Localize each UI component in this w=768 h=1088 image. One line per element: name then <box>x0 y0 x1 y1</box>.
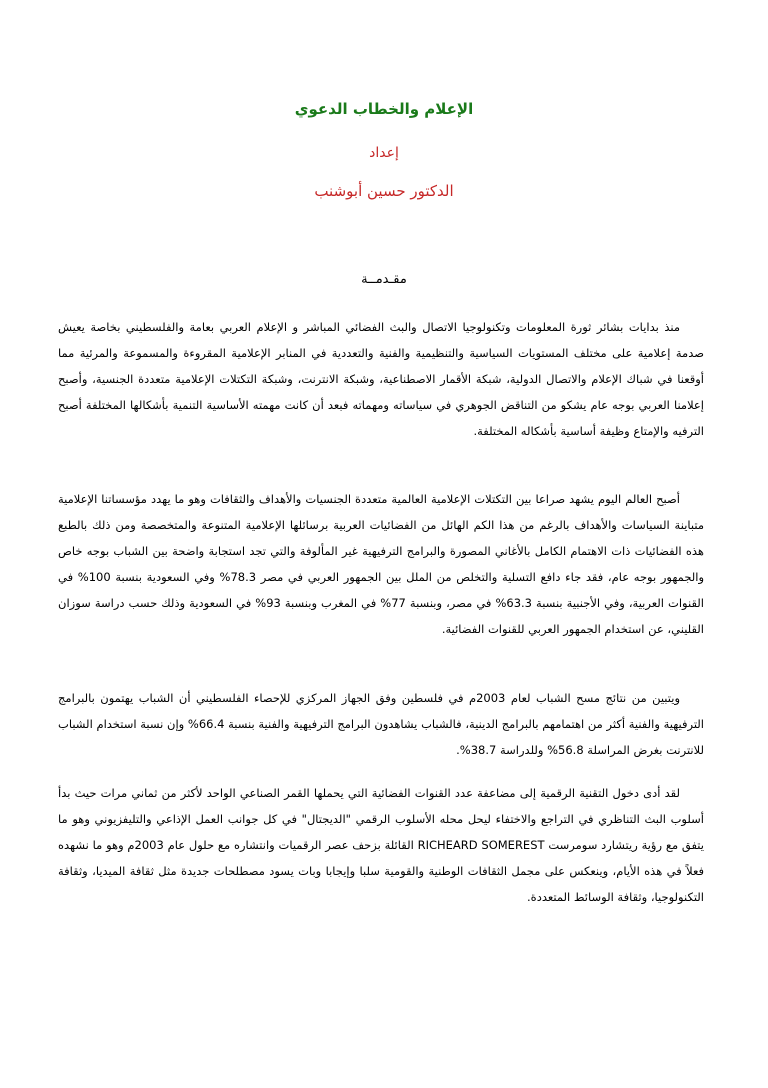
paragraph: أصبح العالم اليوم يشهد صراعا بين التكتلات الإعلامية العالمية متعددة الجنسيات والأهداف والثقافات وهو ما يهدد مؤسساتنا الإعلامية متباينة السياسات والأهداف بالرغم من هذا الكم الهائل من الفضائيات العربية برسائلها الإعلامية المتنوعة والمتخصصة ومن ذلك بالطبع هذه الفضائيات ذات الاهتمام الكامل بالأغاني المصورة والبرامج الترفيهية غير المألوفة والتي تجد استجابة واضحة بين الشباب بوجه خاص والجمهور بوجه عام، فقد جاء دافع التسلية والتخلص من الملل بين الجمهور العربي في مصر 78.3% وفي السعودية بنسبة 100% في القنوات العربية، وفي الأجنبية بنسبة 63.3% في مصر، وبنسبة 77% في المغرب وبنسبة 93% في السعودية وذلك حسب دراسة سوزان القليني، عن استخدام الجمهور العربي للقنوات الفضائية. <box>58 492 705 636</box>
prepared-by-label: إعداد <box>369 145 399 161</box>
document-title: الإعلام والخطاب الدعوي <box>294 100 474 118</box>
paragraph-block <box>58 780 704 910</box>
author-name: الدكتور حسين أبوشنب <box>314 182 454 200</box>
paragraph-block <box>58 685 704 763</box>
paragraph: ويتبين من نتائج مسح الشباب لعام 2003م في فلسطين وفق الجهاز المركزي للإحصاء الفلسطيني أن الشباب يهتمون بالبرامج الترفيهية والفنية أكثر من اهتمامهم بالبرامج الدينية، فالشباب يشاهدون البرامج الترفيهية والفنية بنسبة 66.4% وإن نسبة استخدام الشباب للانترنت بغرض المراسلة 56.8% وللدراسة 38.7%. <box>58 691 704 757</box>
paragraph: منذ بدايات بشائر ثورة المعلومات وتكنولوجيا الاتصال والبث الفضائي المباشر و الإعلام العربي بعامة والفلسطيني بخاصة يعيش صدمة إعلامية على مختلف المستويات السياسية والتنظيمية والفنية والتعددية في المنابر الإعلامية المقروءة والمسموعة والمرئية مما أوقعنا في شباك الإعلام والاتصال الدولية، شبكة الأقمار الاصطناعية، وشبكة الانترنت، وشبكة التكتلات الإعلامية متعددة الجنسية، وأصبح إعلامنا العربي بوجه عام يشكو من التناقض الجوهري في سياساته ومهماته فبعد أن كانت مهمته الأساسية التنمية بأشكالها المختلفة أصبح الترفيه والإمتاع وظيفة أساسية بأشكاله المختلفة. <box>58 320 704 438</box>
paragraph: لقد أدى دخول التقنية الرقمية إلى مضاعفة عدد القنوات الفضائية التي يحملها القمر الصناعي الواحد لأكثر من ثماني مرات حيث بدأ أسلوب البث التناظري في التراجع والاختفاء ليحل محله الأسلوب الرقمي "الديجتال" في كل جوانب العمل الإذاعي والتليفزيوني وهو ما يتفق مع رؤية ريتشارد سومرست RICHEARD SOMEREST القائلة بزحف عصر الرقميات وانتشاره مع حلول عام 2003م وهو ما نشهده فعلاً في هذه الأيام، وينعكس على مجمل الثقافات الوطنية والقومية سلبا وإيجابا وبات يسود مصطلحات جديدة مثل ثقافة الميديا، وثقافة التكنولوجيا، وثقافة الوسائط المتعددة. <box>58 786 704 904</box>
paragraph-block <box>58 486 704 642</box>
paragraph-block <box>58 314 704 444</box>
intro-heading: مقـدمــة <box>361 272 407 287</box>
